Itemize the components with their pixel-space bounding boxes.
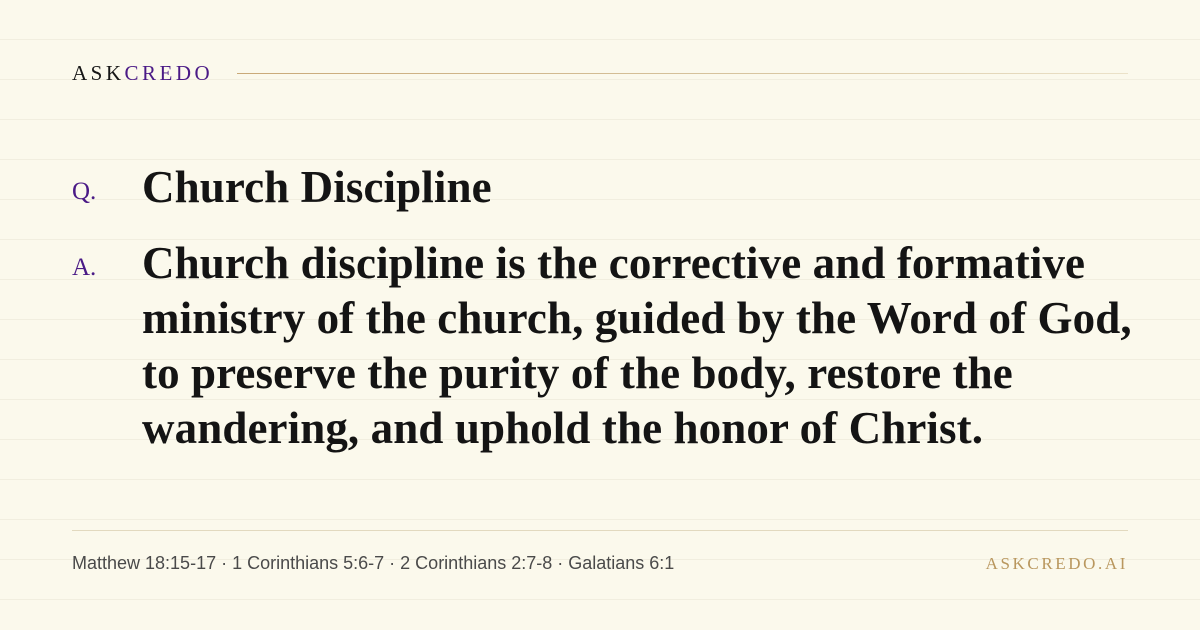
answer-marker: A. — [72, 254, 97, 281]
header — [72, 58, 1128, 88]
header-divider — [237, 73, 1128, 74]
brand-logo — [72, 60, 214, 85]
question-row — [72, 160, 492, 214]
footer-divider — [72, 530, 1128, 531]
question-marker: Q. — [72, 178, 97, 205]
site-url: ASKCREDO.AI — [985, 554, 1128, 573]
brand-ask: ASK — [72, 60, 125, 85]
question-title: Church Discipline — [142, 162, 492, 212]
answer-row — [72, 236, 1132, 456]
brand-credo: CREDO — [124, 60, 214, 85]
answer-text: Church discipline is the corrective and formative ministry of the church, guided by the Word of God, to preserve the purity of the body, restore the wandering, and uphold the honor of Christ. — [142, 238, 1132, 453]
scripture-references: Matthew 18:15-17 · 1 Corinthians 5:6-7 · 2 Corinthians 2:7-8 · Galatians 6:1 — [72, 553, 675, 573]
